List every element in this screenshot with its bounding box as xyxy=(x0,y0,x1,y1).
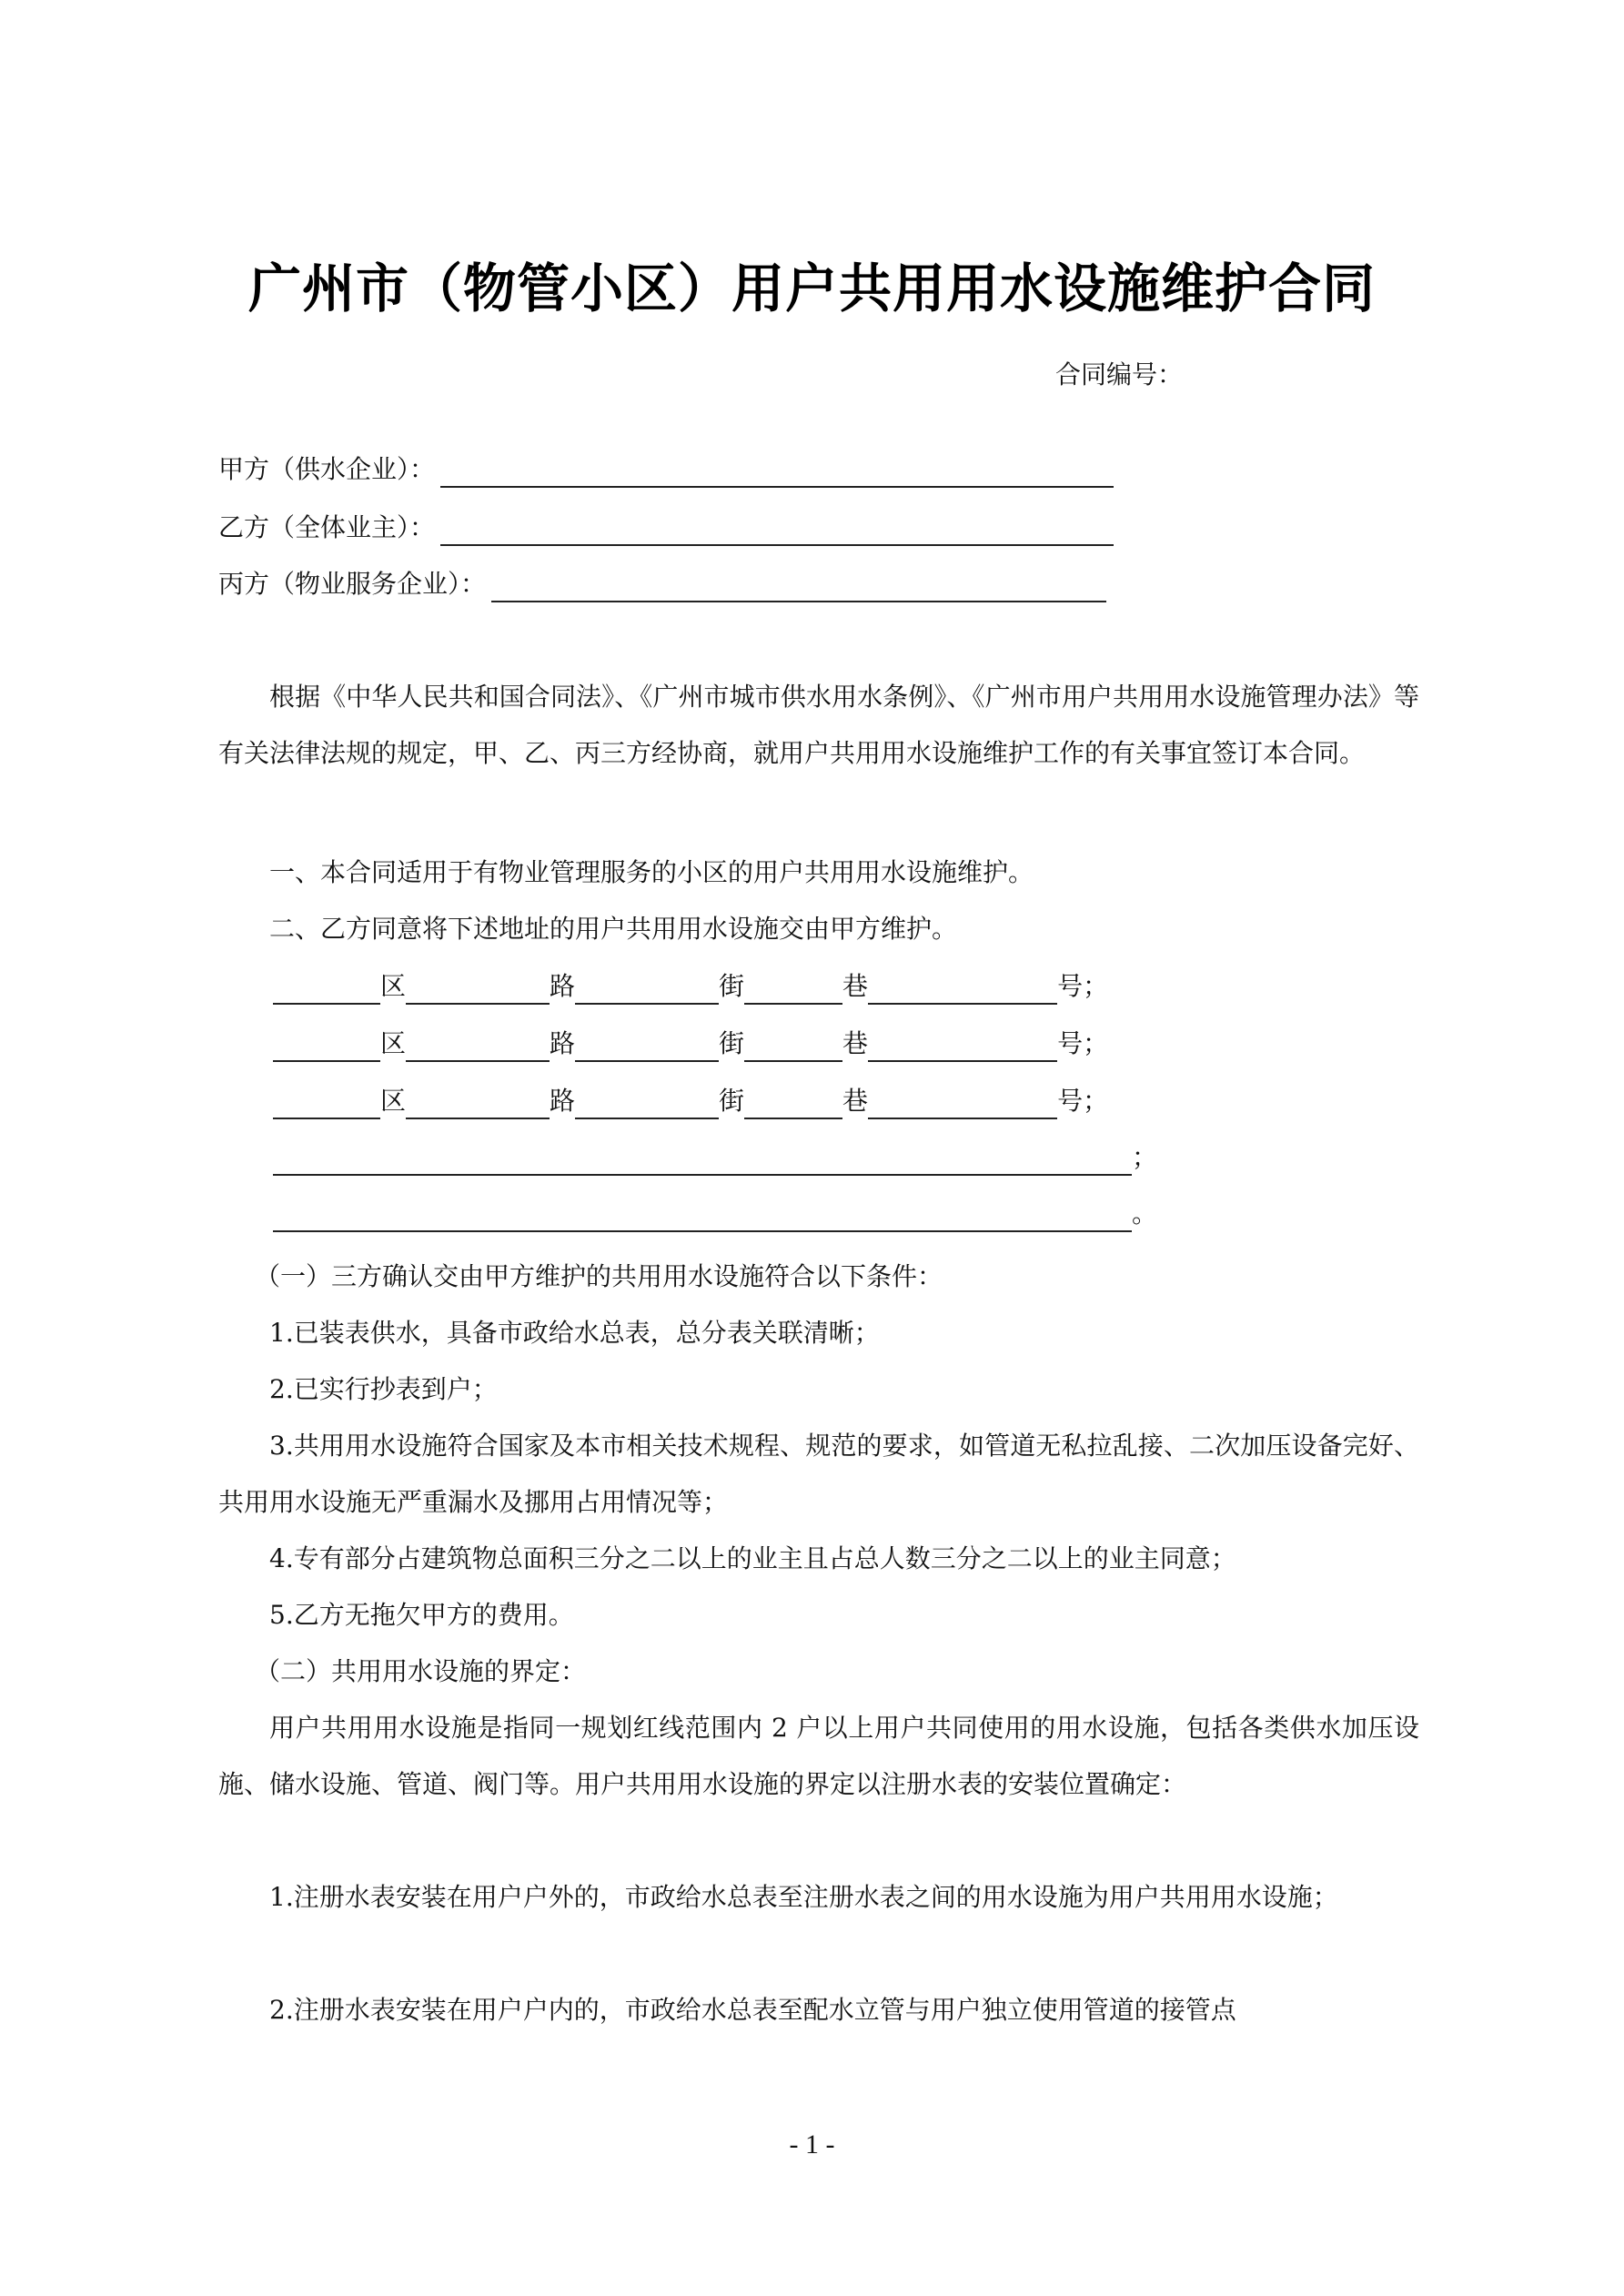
party-a-label: 甲方（供水企业）： xyxy=(218,454,436,484)
road-label: 路 xyxy=(550,1028,576,1058)
district-field[interactable] xyxy=(273,976,380,1005)
street-label: 街 xyxy=(719,1086,745,1116)
number-field[interactable] xyxy=(868,1090,1057,1119)
contract-number-label: 合同编号： xyxy=(1055,359,1184,389)
lane-label: 巷 xyxy=(842,971,869,1001)
lane-field[interactable] xyxy=(744,1033,842,1062)
number-label: 号； xyxy=(1057,1028,1109,1058)
definition-paragraph: 用户共用用水设施是指同一规划红线范围内 2 户以上用户共同使用的用水设施，包括各类供水加压设施、储水设施、管道、阀门等。用户共用用水设施的界定以注册水表的安装位置确定： xyxy=(218,1713,1419,1799)
definition-item: 1.注册水表安装在用户户外的，市政给水总表至注册水表之间的用水设施为用户共用用水设施； xyxy=(269,1882,1338,1912)
address-row xyxy=(273,968,1108,1005)
number-label: 号； xyxy=(1057,971,1109,1001)
section-1-title: （一）三方确认交由甲方维护的共用用水设施符合以下条件： xyxy=(255,1261,943,1291)
lane-label: 巷 xyxy=(842,1028,869,1058)
address-free-row xyxy=(273,1139,1157,1176)
document-title: 广州市（物管小区）用户共用用水设施维护合同 xyxy=(247,258,1376,319)
road-label: 路 xyxy=(550,971,576,1001)
street-field[interactable] xyxy=(575,976,719,1005)
district-label: 区 xyxy=(380,1028,407,1058)
district-label: 区 xyxy=(380,971,407,1001)
lane-label: 巷 xyxy=(842,1086,869,1116)
party-c-row xyxy=(218,566,1106,602)
condition-item: 4.专有部分占建筑物总面积三分之二以上的业主且占总人数三分之二以上的业主同意； xyxy=(269,1543,1236,1573)
district-field[interactable] xyxy=(273,1033,380,1062)
address-free-field[interactable] xyxy=(273,1203,1132,1232)
party-b-field[interactable] xyxy=(440,517,1114,546)
condition-item: 3.共用用水设施符合国家及本市相关技术规程、规范的要求，如管道无私拉乱接、二次加压设备完好、共用用水设施无严重漏水及挪用占用情况等； xyxy=(218,1431,1419,1517)
address-free-field[interactable] xyxy=(273,1147,1132,1176)
road-field[interactable] xyxy=(406,976,550,1005)
condition-item: 1.已装表供水，具备市政给水总表，总分表关联清晰； xyxy=(269,1318,880,1348)
street-label: 街 xyxy=(719,971,745,1001)
semicolon-label: ； xyxy=(1132,1142,1158,1172)
lane-field[interactable] xyxy=(744,1090,842,1119)
party-b-row xyxy=(218,510,1114,546)
street-label: 街 xyxy=(719,1028,745,1058)
number-field[interactable] xyxy=(868,1033,1057,1062)
party-b-label: 乙方（全体业主）： xyxy=(218,512,436,542)
address-free-row xyxy=(273,1196,1157,1232)
definition-item: 2.注册水表安装在用户户内的，市政给水总表至配水立管与用户独立使用管道的接管点 xyxy=(269,1995,1236,2025)
section-2-title: （二）共用用水设施的界定： xyxy=(255,1656,587,1686)
party-a-row xyxy=(218,451,1114,488)
street-field[interactable] xyxy=(575,1033,719,1062)
number-field[interactable] xyxy=(868,976,1057,1005)
district-field[interactable] xyxy=(273,1090,380,1119)
district-label: 区 xyxy=(380,1086,407,1116)
address-row xyxy=(273,1026,1108,1062)
clause-2: 二、乙方同意将下述地址的用户共用用水设施交由甲方维护。 xyxy=(269,914,958,944)
lane-field[interactable] xyxy=(744,976,842,1005)
condition-item: 5.乙方无拖欠甲方的费用。 xyxy=(269,1600,574,1630)
road-field[interactable] xyxy=(406,1033,550,1062)
condition-item: 2.已实行抄表到户； xyxy=(269,1374,498,1404)
period-label: 。 xyxy=(1132,1199,1158,1229)
party-c-field[interactable] xyxy=(491,573,1106,602)
number-label: 号； xyxy=(1057,1086,1109,1116)
street-field[interactable] xyxy=(575,1090,719,1119)
party-c-label: 丙方（物业服务企业）： xyxy=(218,569,487,599)
party-a-field[interactable] xyxy=(440,459,1114,488)
preamble-paragraph: 根据《中华人民共和国合同法》、《广州市城市供水用水条例》、《广州市用户共用用水设施管理办法》等有关法律法规的规定，甲、乙、丙三方经协商，就用户共用用水设施维护工作的有关事宜签订本合同。 xyxy=(218,682,1419,768)
clause-1: 一、本合同适用于有物业管理服务的小区的用户共用用水设施维护。 xyxy=(269,857,1034,887)
address-row xyxy=(273,1083,1108,1119)
road-label: 路 xyxy=(550,1086,576,1116)
page-number: - 1 - xyxy=(789,2129,835,2159)
road-field[interactable] xyxy=(406,1090,550,1119)
